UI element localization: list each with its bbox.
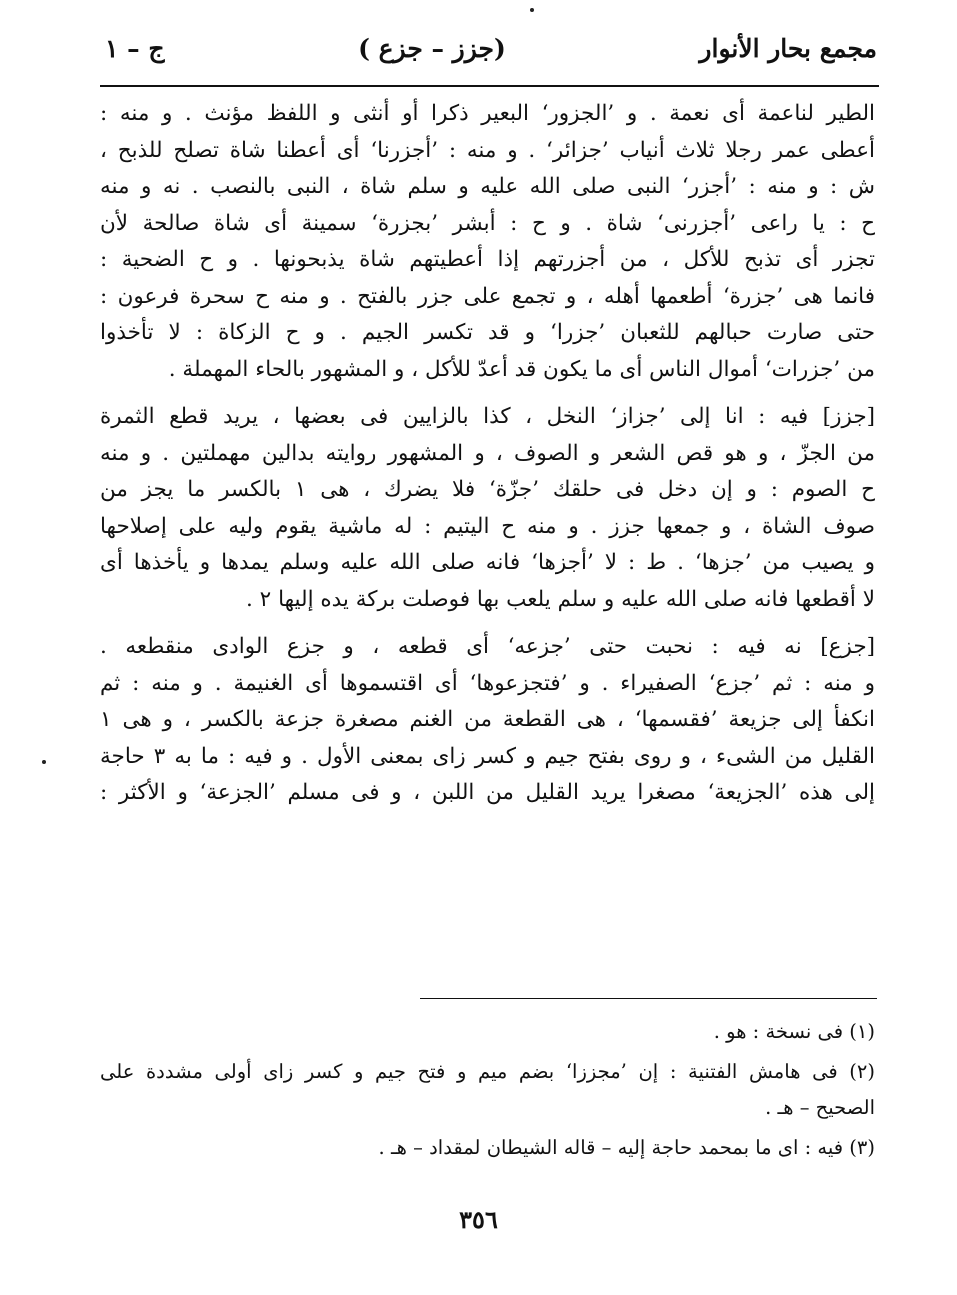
volume-label: ج – ١ (105, 33, 165, 63)
text-line: الطير لناعمة أى نعمة . و ’الجزور‘ البعير ذكرا أو أنثى و اللفظ مؤنث . و منه : (100, 101, 875, 126)
footnote-3: (٣) فيه : اى ما بمحمد حاجة إليه – قاله الشيطان لمقداد – هـ . (378, 1136, 875, 1159)
footnote-2: (٢) فى هامش الفتنية : إن ’مجززا‘ بضم ميم و فتح جيم و كسر زاى أولى مشددة على (100, 1060, 875, 1083)
text-line: فانما هى ’جزرة‘ أطعمها أهله ، و تجمع على جزر بالفتح . و منه ح سحرة فرعون : (100, 283, 875, 309)
paragraph-jaza (100, 629, 875, 812)
text-line: لا أقطعها فانه صلى الله عليه و سلم يلعب بها فوصلت بركة يده إليها ٢ . (246, 586, 875, 612)
text-line: إلى هذه ’الجزيعة‘ مصغرا يريد القليل من اللبن ، و فى مسلم ’الجزعة‘ و الأكثر : (100, 780, 875, 805)
entry-range: (جزز – جزع ) (358, 33, 506, 63)
text-line: تجزر أى تذبح للأكل ، من أجزرتهم إذا أعطيتهم شاة يذبحونها . و ح الضحية : (100, 247, 875, 272)
text-line: و منه : ثم ’جزع‘ الصفيراء . و ’فتجزعوها‘ أى اقتسموها أى الغنيمة . و منه : ثم (100, 670, 875, 696)
text-line: ش : و منه : ’أجزر‘ النبى صلى الله عليه و سلم شاة ، النبى بالنصب . نه و منه (100, 174, 875, 199)
header-rule (100, 85, 879, 87)
footnotes (100, 1014, 875, 1166)
text-line: من ’جزرات‘ أموال الناس أى ما يكون قد أعدّ للأكل ، و المشهور بالحاء المهملة . (168, 356, 875, 382)
text-line: أعطى عمر رجلا ثلاث أنياب ’جزائر‘ . و منه : ’أجزرنا‘ أى أعطنا شاة تصلح للذبح ، (100, 137, 875, 163)
scan-speck (42, 760, 46, 764)
footnote-rule (420, 998, 877, 999)
text-line: ح : يا راعى ’أجزرنى‘ شاة . و ح : أبشر ’بجزرة‘ سمينة أى شاة صالحة لأن (100, 210, 875, 236)
main-text (100, 96, 875, 812)
text-line: [جزز] فيه : انا إلى ’جزاز‘ النخل ، كذا بالزايين فى بعضها ، يريد قطع الثمرة (100, 404, 875, 429)
text-line: ح الصوم : و إن دخل فى حلقك ’جزّة‘ فلا يضرك ، هى ١ بالكسر ما يجز من (100, 477, 875, 502)
scan-speck (530, 8, 534, 12)
text-line: حتى صارت حبالهم للثعبان ’جزرا‘ و قد تكسر الجيم . و ح الزكاة : لا تأخذوا (100, 320, 875, 345)
text-line: انكفأ إلى جزيعة ’فقسمها‘ ، هى القطعة من الغنم مصغرة جزعة بالكسر ، و هى ١ (100, 707, 875, 732)
text-line: صوف الشاة ، و جمعها جزز . و منه ح اليتيم : له ماشية يقوم وليه على إصلاحها (100, 513, 875, 539)
text-line: من الجزّ ، و هو قص الشعر و الصوف ، و المشهور روايته بدالين مهملتين . و منه (100, 440, 875, 466)
text-line: القليل من الشىء ، و روى بفتح جيم و كسر زاى بمعنى الأول . و فيه : ما به ٣ حاجة (100, 743, 875, 769)
text-line: [جزع] نه فيه : نحبت حتى ’جزعه‘ أى قطعه ، و جزع الوادى منقطعه . (100, 634, 875, 659)
footnote-1: (١) فى نسخة : هو . (713, 1020, 875, 1043)
book-title: مجمع بحار الأنوار (699, 33, 877, 63)
footnote-2-continued: الصحيح – هـ . (765, 1096, 875, 1119)
paragraph-jazz (100, 399, 875, 618)
paragraph-jazr (100, 96, 875, 388)
text-line: و يصيب من ’جزها‘ . ط : لا ’أجزها‘ فانه صلى الله عليه وسلم يمدها و يأخذها أى (100, 550, 875, 575)
page-number: ٣٥٦ (459, 1205, 498, 1234)
running-header (105, 28, 877, 68)
